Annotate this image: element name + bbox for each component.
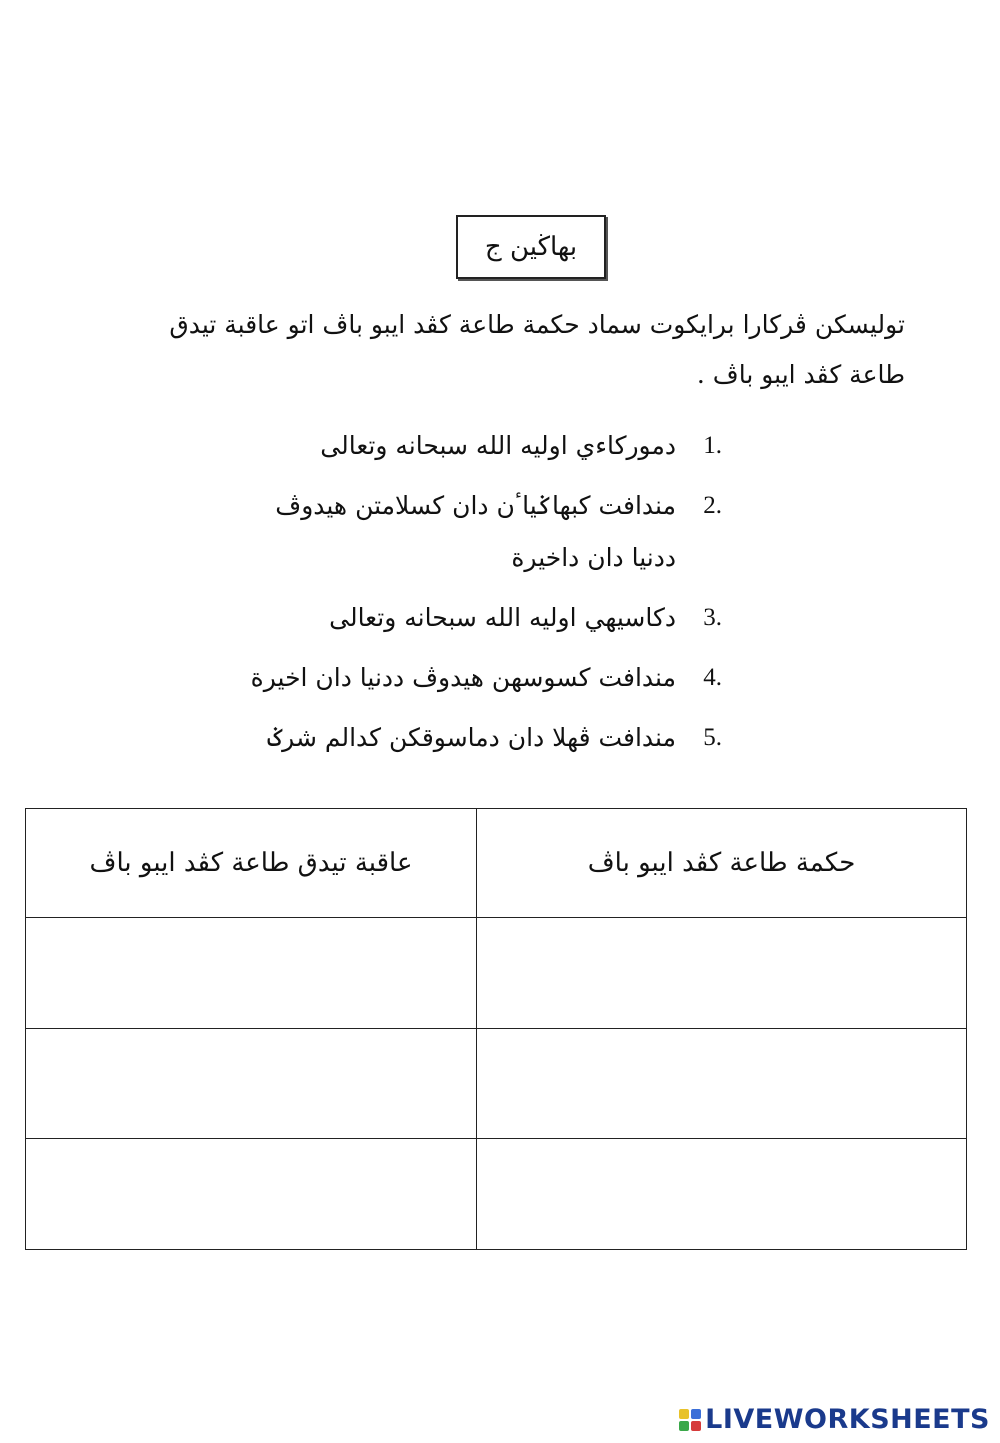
item-text: مندافت کسوسهن هيدوڤ ددنيا دان اخيرة [250,663,676,692]
table-row [26,1028,967,1139]
header-wisdom-obedience: حکمة طاعة کڤد ايبو باڤ [477,809,967,918]
answer-cell[interactable] [26,1139,477,1250]
table-header-row [26,809,967,918]
liveworksheets-icon [679,1409,701,1431]
brand-text: LIVEWORKSHEETS [705,1404,990,1435]
answer-cell[interactable] [477,1028,967,1139]
list-item [250,592,722,644]
table-row [26,1139,967,1250]
table-row [26,918,967,1029]
item-number: 4. [703,664,722,691]
answer-cell[interactable] [26,918,477,1029]
item-text: دمورکاءي اوليه الله سبحانه وتعالى [320,431,676,460]
item-number: 5. [703,724,722,751]
items-list [250,420,722,772]
list-item [250,420,722,472]
item-number: 2. [703,492,722,519]
list-item [250,712,722,764]
section-label-box [456,215,606,279]
list-item [250,480,722,584]
section-label: بهاڬين ج [484,232,578,262]
header-consequence-disobedience: عاقبة تيدق طاعة کڤد ايبو باڤ [26,809,477,918]
item-number: 3. [703,604,722,631]
item-number: 1. [703,432,722,459]
answer-cell[interactable] [26,1028,477,1139]
item-text: مندافت کبهاݢياٴن دان کسلامتن هيدوڤ ددنيا دان داخيرة [275,491,676,572]
answer-table [25,808,967,1250]
item-text: مندافت ڤهلا دان دماسوقکن کدالم شرݢ [267,723,676,752]
answer-cell[interactable] [477,918,967,1029]
liveworksheets-logo [679,1404,990,1435]
list-item [250,652,722,704]
instruction-text: توليسکن ڤرکارا برايکوت سماد حکمة طاعة کڤد ايبو باڤ اتو عاقبة تيدق طاعة کڤد ايبو باڤ . [169,310,905,389]
answer-cell[interactable] [477,1139,967,1250]
item-text: دکاسيهي اوليه الله سبحانه وتعالى [329,603,676,632]
